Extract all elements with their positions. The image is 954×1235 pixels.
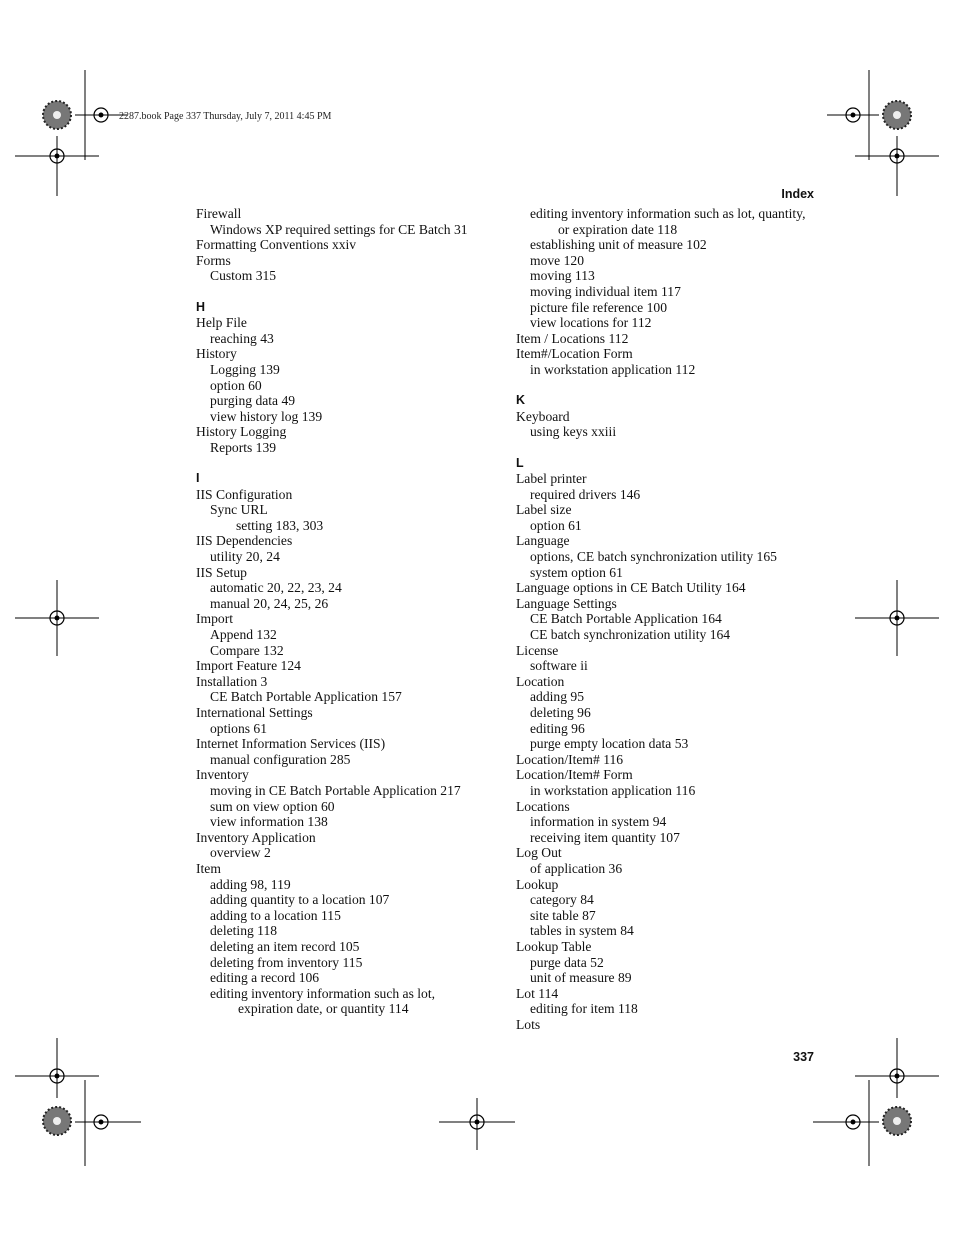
index-subentry: sum on view option 60 (210, 798, 335, 814)
index-subentry: Sync URL (210, 502, 268, 518)
index-subentry: unit of measure 89 (530, 970, 632, 986)
index-entry: Language options in CE Batch Utility 164 (516, 580, 746, 596)
index-subentry: adding to a location 115 (210, 907, 341, 923)
index-subentry: option 60 (210, 377, 262, 393)
index-subentry: software ii (530, 658, 588, 674)
index-subentry: adding 98, 119 (210, 876, 291, 892)
index-column-right (516, 206, 816, 1032)
index-subentry: reaching 43 (210, 330, 274, 346)
index-subentry: automatic 20, 22, 23, 24 (210, 580, 342, 596)
index-entry: Help File (196, 315, 247, 331)
index-subentry: overview 2 (210, 845, 271, 861)
index-subentry: information in system 94 (530, 814, 667, 830)
index-subentry: Custom 315 (210, 268, 277, 284)
index-letter-heading: H (196, 299, 206, 314)
index-subentry: purge empty location data 53 (530, 736, 689, 752)
index-entry: Internet Information Services (IIS) (196, 736, 386, 752)
index-entry: IIS Setup (196, 564, 247, 580)
index-subentry: in workstation application 112 (530, 361, 696, 377)
index-entry: Firewall (196, 206, 242, 221)
index-subentry: move 120 (530, 252, 584, 268)
crosshair-mark-icon (15, 136, 99, 196)
index-entry: Item#/Location Form (516, 346, 633, 362)
index-subentry: moving in CE Batch Portable Application 217 (210, 782, 461, 798)
index-subentry: utility 20, 24 (210, 549, 280, 565)
index-subentry: category 84 (530, 892, 594, 908)
index-subentry: moving individual item 117 (530, 283, 681, 299)
index-entry: Item / Locations 112 (516, 330, 629, 346)
index-entry: Location/Item# 116 (516, 751, 624, 767)
index-subentry: site table 87 (530, 907, 596, 923)
index-subentry: required drivers 146 (530, 486, 641, 502)
index-subentry: CE Batch Portable Application 157 (210, 689, 402, 705)
index-entry: History (196, 346, 237, 362)
index-entry: Location (516, 673, 565, 689)
index-subentry: expiration date, or quantity 114 (238, 1001, 409, 1017)
index-subentry: view information 138 (210, 814, 328, 830)
index-subentry: editing 96 (530, 720, 585, 736)
index-subentry: editing inventory information such as lot, (210, 985, 436, 1001)
index-column-left (196, 206, 496, 1017)
index-subentry: of application 36 (530, 860, 623, 876)
index-entry: Language (516, 533, 570, 549)
index-entry: Lot 114 (516, 985, 559, 1001)
registration-target-icon (878, 96, 916, 134)
index-subentry: adding quantity to a location 107 (210, 892, 390, 908)
index-entry: Forms (196, 252, 231, 268)
index-subentry: receiving item quantity 107 (530, 829, 680, 845)
crosshair-mark-icon (15, 580, 99, 656)
index-subentry: system option 61 (530, 564, 623, 580)
index-subentry: picture file reference 100 (530, 299, 667, 315)
index-subentry: Logging 139 (210, 361, 280, 377)
running-head: Index (781, 187, 814, 201)
registration-target-icon (38, 1102, 76, 1140)
index-subentry: CE batch synchronization utility 164 (530, 627, 731, 643)
crosshair-mark-icon (855, 580, 939, 656)
index-subentry: editing inventory information such as lot, quantity, (530, 206, 806, 221)
index-entry: Import (196, 611, 233, 627)
index-subentry: editing for item 118 (530, 1001, 638, 1017)
index-entry: Lots (516, 1016, 541, 1032)
index-letter-heading: I (196, 471, 200, 486)
index-subentry: manual configuration 285 (210, 751, 351, 767)
section-gap (516, 378, 816, 394)
crosshair-mark-icon (75, 1080, 141, 1166)
registration-target-icon (38, 96, 76, 134)
index-entry: Inventory (196, 767, 249, 783)
index-entry: Formatting Conventions xxiv (196, 237, 357, 253)
index-entry: Label size (516, 502, 572, 518)
section-gap (196, 284, 496, 300)
index-subentry: manual 20, 24, 25, 26 (210, 595, 329, 611)
crosshair-mark-icon (813, 1080, 879, 1166)
index-entry: Locations (516, 798, 570, 814)
index-subentry: or expiration date 118 (558, 221, 678, 237)
index-entry: IIS Dependencies (196, 533, 293, 549)
index-entry: Keyboard (516, 408, 570, 424)
index-entry: History Logging (196, 424, 287, 440)
index-subentry: setting 183, 303 (236, 517, 324, 533)
index-subentry: deleting an item record 105 (210, 938, 360, 954)
index-letter-heading: L (516, 455, 524, 470)
index-subentry: in workstation application 116 (530, 782, 696, 798)
index-letter-heading: K (516, 393, 526, 408)
index-subentry: purging data 49 (210, 393, 296, 409)
index-entry: Location/Item# Form (516, 767, 633, 783)
index-entry: Label printer (516, 471, 587, 487)
index-entry: Item (196, 860, 221, 876)
index-subentry: option 61 (530, 517, 582, 533)
index-subentry: deleting from inventory 115 (210, 954, 363, 970)
index-subentry: editing a record 106 (210, 970, 320, 986)
index-subentry: deleting 96 (530, 705, 591, 720)
index-entry: Log Out (516, 845, 562, 861)
print-slug: 2287.book Page 337 Thursday, July 7, 2011 4:45 PM (119, 111, 332, 122)
index-subentry: purge data 52 (530, 954, 604, 970)
index-subentry: view history log 139 (210, 408, 323, 424)
index-entry: License (516, 642, 559, 658)
index-subentry: Compare 132 (210, 642, 284, 658)
page-number: 337 (793, 1050, 814, 1064)
index-subentry: options, CE batch synchronization utility 165 (530, 549, 777, 565)
index-entry: Language Settings (516, 595, 617, 611)
crosshair-mark-icon (439, 1098, 515, 1150)
index-subentry: Reports 139 (210, 439, 277, 455)
index-entry: Lookup (516, 876, 559, 892)
index-entry: International Settings (196, 705, 313, 720)
index-subentry: using keys xxiii (530, 424, 617, 440)
index-subentry: Append 132 (210, 627, 277, 643)
index-entry: IIS Configuration (196, 486, 293, 502)
registration-target-icon (878, 1102, 916, 1140)
index-entry: Inventory Application (196, 829, 316, 845)
index-entry: Lookup Table (516, 938, 592, 954)
index-subentry: tables in system 84 (530, 923, 634, 939)
index-subentry: moving 113 (530, 268, 595, 284)
index-subentry: adding 95 (530, 689, 584, 705)
index-subentry: CE Batch Portable Application 164 (530, 611, 722, 627)
index-entry: Installation 3 (196, 673, 268, 689)
section-gap (516, 440, 816, 456)
index-subentry: Windows XP required settings for CE Batch 31 (210, 221, 468, 237)
crosshair-mark-icon (855, 136, 939, 196)
index-subentry: establishing unit of measure 102 (530, 237, 707, 253)
index-entry: Import Feature 124 (196, 658, 301, 674)
index-subentry: options 61 (210, 720, 268, 736)
index-subentry: view locations for 112 (530, 315, 652, 331)
index-subentry: deleting 118 (210, 923, 278, 939)
section-gap (196, 456, 496, 472)
